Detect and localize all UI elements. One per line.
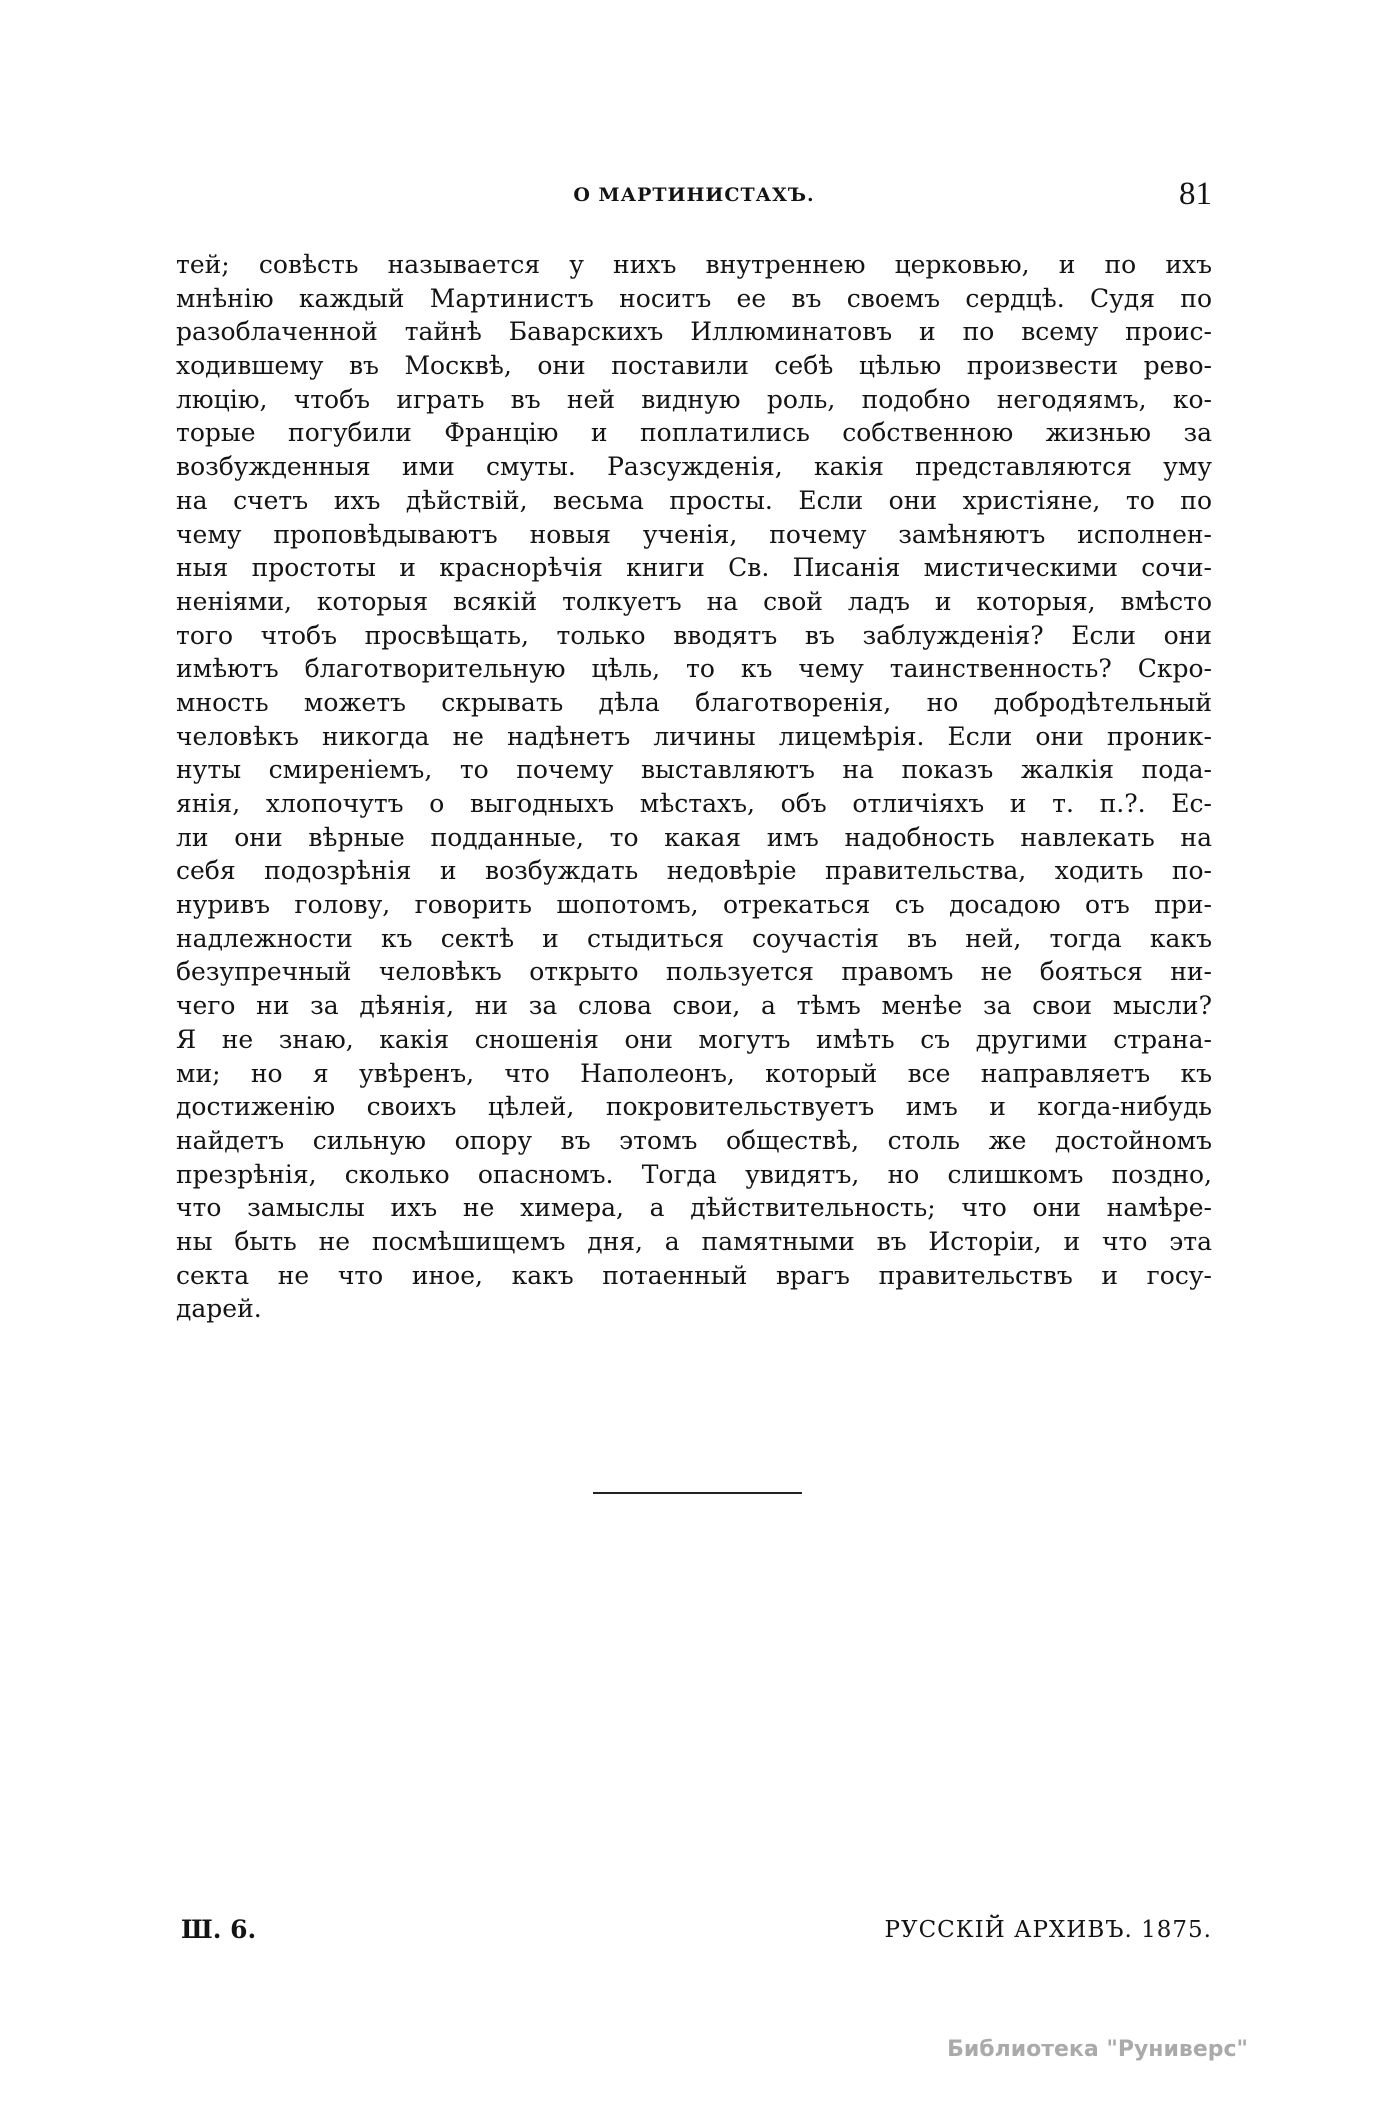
library-watermark: Библиотека "Руниверс" — [947, 2037, 1248, 2062]
journal-footer: РУССКІЙ АРХИВЪ. 1875. — [884, 1917, 1212, 1943]
text-line-32: дарей. — [176, 1294, 262, 1324]
text-line-4: ходившему въ Москвѣ, они поставили себѣ цѣлью произвести рево- — [176, 351, 1212, 381]
body-text — [176, 248, 1212, 1326]
text-line-30: ны быть не посмѣшищемъ дня, а памятными въ Исторіи, и что эта — [176, 1226, 1212, 1256]
text-line-21: надлежности къ сектѣ и стыдиться соучастія въ ней, тогда какъ — [176, 923, 1212, 953]
running-title: О МАРТИНИСТАХЪ. — [573, 184, 815, 206]
text-line-15: человѣкъ никогда не надѣнетъ личины лицемѣрія. Если они проник- — [176, 721, 1212, 751]
text-line-26: достиженію своихъ цѣлей, покровительствуетъ имъ и когда-нибудь — [176, 1092, 1212, 1122]
text-line-7: возбужденныя ими смуты. Разсужденія, какія представляются уму — [176, 452, 1212, 482]
text-line-3: разоблаченной тайнѣ Баварскихъ Иллюминатовъ и по всему проис- — [176, 317, 1212, 347]
text-line-16: нуты смиреніемъ, то почему выставляютъ на показъ жалкія пода- — [176, 755, 1212, 785]
text-line-29: что замыслы ихъ не химера, а дѣйствительность; что они намѣре- — [176, 1193, 1212, 1223]
text-line-2: мнѣнію каждый Мартинистъ носитъ ее въ своемъ сердцѣ. Судя по — [176, 283, 1212, 313]
signature-mark: Ш. 6. — [181, 1915, 257, 1944]
text-line-20: нуривъ голову, говорить шопотомъ, отрекаться съ досадою отъ при- — [176, 890, 1212, 920]
text-line-12: того чтобъ просвѣщать, только вводятъ въ заблужденія? Если они — [176, 620, 1212, 650]
text-line-28: презрѣнія, сколько опасномъ. Тогда увидятъ, но слишкомъ поздно, — [176, 1159, 1212, 1189]
page-number: 81 — [1179, 176, 1212, 212]
text-line-19: себя подозрѣнія и возбуждать недовѣріе правительства, ходить по- — [176, 856, 1212, 886]
text-line-5: люцію, чтобъ играть въ ней видную роль, подобно негодяямъ, ко- — [176, 384, 1212, 414]
section-divider — [593, 1492, 802, 1494]
running-head — [176, 176, 1212, 216]
text-line-11: неніями, которыя всякій толкуетъ на свой ладъ и которыя, вмѣсто — [176, 586, 1212, 616]
text-line-10: ныя простоты и краснорѣчія книги Св. Писанія мистическими сочи- — [176, 553, 1212, 583]
text-line-25: ми; но я увѣренъ, что Наполеонъ, который все направляетъ къ — [176, 1058, 1212, 1088]
text-line-1: тей; совѣсть называется у нихъ внутреннею церковью, и по ихъ — [176, 250, 1212, 279]
text-line-23: чего ни за дѣянія, ни за слова свои, а тѣмъ менѣе за свои мысли? — [176, 991, 1212, 1021]
text-line-18: ли они вѣрные подданные, то какая имъ надобность навлекать на — [176, 822, 1212, 852]
text-line-22: безупречный человѣкъ открыто пользуется правомъ не бояться ни- — [176, 957, 1212, 987]
text-line-14: мность можетъ скрывать дѣла благотворенія, но добродѣтельный — [176, 687, 1212, 717]
text-line-17: янія, хлопочутъ о выгодныхъ мѣстахъ, объ отличіяхъ и т. п.?. Ес- — [176, 789, 1212, 818]
text-line-24: Я не знаю, какія сношенія они могутъ имѣть съ другими страна- — [176, 1024, 1212, 1054]
text-line-9: чему проповѣдываютъ новыя ученія, почему замѣняютъ исполнен- — [176, 519, 1212, 549]
text-line-8: на счетъ ихъ дѣйствій, весьма просты. Если они христіяне, то по — [176, 485, 1212, 515]
text-line-13: имѣютъ благотворительную цѣль, то къ чему таинственность? Скро- — [176, 654, 1212, 684]
text-line-6: торые погубили Францію и поплатились собственною жизнью за — [176, 418, 1212, 448]
text-line-27: найдетъ сильную опору въ этомъ обществѣ, столь же достойномъ — [176, 1125, 1212, 1155]
text-line-31: секта не что иное, какъ потаенный врагъ правительствъ и госу- — [176, 1260, 1212, 1290]
